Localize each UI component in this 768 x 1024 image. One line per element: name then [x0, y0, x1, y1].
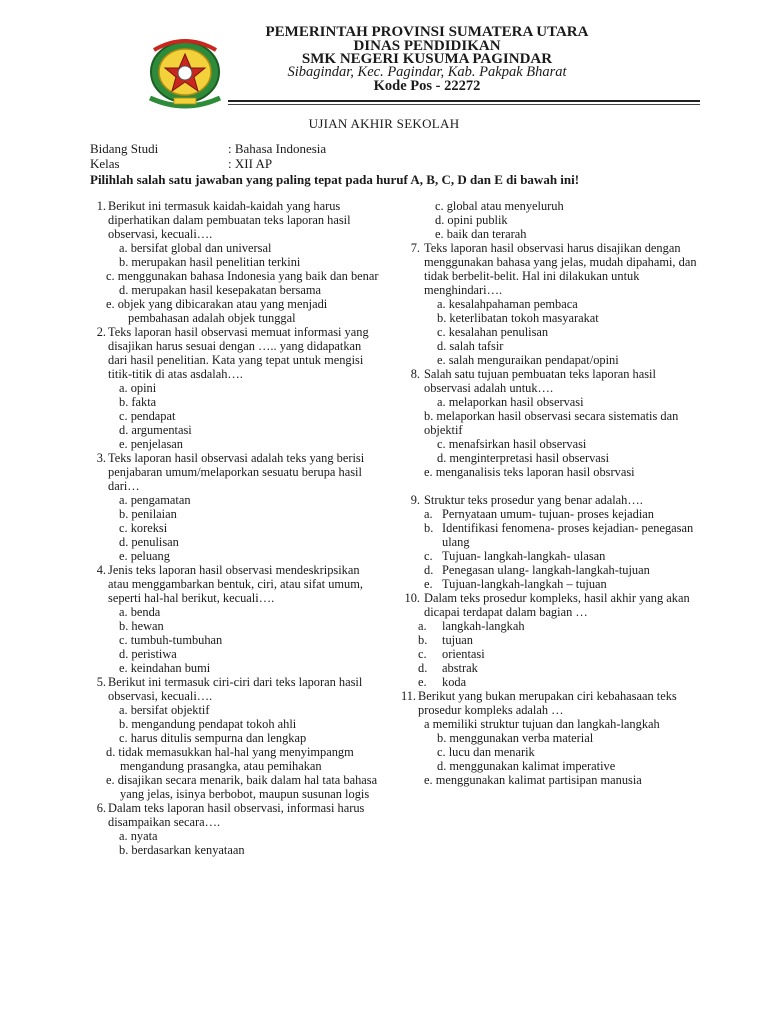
- question-4: [86, 563, 382, 605]
- question-2: [86, 325, 382, 381]
- header-government: PEMERINTAH PROVINSI SUMATERA UTARA: [265, 24, 589, 40]
- header-school-name: SMK NEGERI KUSUMA PAGINDAR: [301, 51, 553, 67]
- option-e: [424, 773, 698, 787]
- option-text: Identifikasi fenomena- proses kejadian- penegasan ulang: [442, 521, 694, 549]
- option-e: [418, 675, 698, 689]
- option-a: a. kesalahpahaman pembaca: [437, 297, 578, 311]
- option-c: c. tumbuh-tumbuhan: [119, 633, 223, 647]
- option-e: e. peluang: [119, 549, 170, 563]
- subject-label: Bidang Studi: [90, 141, 159, 156]
- option-a: a. benda: [119, 605, 161, 619]
- option-a: [418, 619, 698, 633]
- options-q10: [418, 619, 698, 689]
- option-e-text: e. objek yang dibicarakan atau yang menjadi pembahasan adalah objek tunggal: [106, 297, 328, 325]
- option-a: a. bersifat objektif: [119, 703, 210, 717]
- options-q4: [106, 605, 382, 675]
- option-b: b. menggunakan verba material: [437, 731, 594, 745]
- option-letter: b.: [424, 521, 434, 535]
- options-q8: [424, 395, 698, 479]
- option-d: d. menggunakan kalimat imperative: [437, 759, 616, 773]
- question-number: 7.: [410, 241, 420, 255]
- option-text: Penegasan ulang- langkah-langkah-tujuan: [442, 563, 650, 577]
- option-e-text: e. disajikan secara menarik, baik dalam hal tata bahasa yang jelas, isinya berbobot, maupun susunan logis: [106, 773, 378, 801]
- question-text: Teks laporan hasil observasi harus disajikan dengan menggunakan bahasa yang jelas, mudah dipahami, dan tidak berbelit-belit. Hal ini dilakukan untuk menghindari….: [424, 241, 697, 297]
- options-q1: [106, 241, 382, 325]
- option-e: e. keindahan bumi: [119, 661, 211, 675]
- options-q5: [106, 703, 382, 801]
- options-q9: [424, 507, 698, 591]
- option-a: a. nyata: [119, 829, 158, 843]
- option-letter: a.: [418, 619, 427, 633]
- option-e: [424, 465, 698, 479]
- question-text: Teks laporan hasil observasi memuat informasi yang disajikan harus sesuai dengan ….. yang didapatkan dari hasil penelitian. Kata yang tepat untuk mengisi titik-titik di atas asdalah….: [108, 325, 369, 381]
- option-b: b. fakta: [119, 395, 157, 409]
- option-e: e. penjelasan: [119, 437, 183, 451]
- subject-row: [90, 141, 326, 157]
- option-c: c. kesalahan penulisan: [437, 325, 549, 339]
- option-text: Pernyataan umum- tujuan- proses kejadian: [442, 507, 654, 521]
- option-b-text: b. melaporkan hasil observasi secara sistematis dan objektif: [424, 409, 679, 437]
- province-emblem-logo: [140, 28, 230, 110]
- question-text: Jenis teks laporan hasil observasi mendeskripsikan atau menggambarkan bentuk, ciri, atau sifat umum, seperti hal-hal berikut, kecuali….: [108, 563, 363, 605]
- option-c: c. menafsirkan hasil observasi: [437, 437, 587, 451]
- question-text: Struktur teks prosedur yang benar adalah….: [424, 493, 643, 507]
- option-d: d. menginterpretasi hasil observasi: [437, 451, 610, 465]
- option-letter: b.: [418, 633, 428, 647]
- question-8: [398, 367, 698, 395]
- option-d: d. salah tafsir: [437, 339, 504, 353]
- option-b: b. mengandung pendapat tokoh ahli: [119, 717, 297, 731]
- option-a: [424, 717, 698, 731]
- question-text: Berikut yang bukan merupakan ciri kebahasaan teks prosedur kompleks adalah …: [418, 689, 677, 717]
- question-text: Dalam teks prosedur kompleks, hasil akhir yang akan dicapai terdapat dalam bagian …: [424, 591, 690, 619]
- option-letter: e.: [418, 675, 427, 689]
- option-c: [418, 647, 698, 661]
- question-number: 10.: [404, 591, 420, 605]
- options-q6-part1: [106, 829, 382, 857]
- question-text: Salah satu tujuan pembuatan teks laporan hasil observasi adalah untuk….: [424, 367, 656, 395]
- option-b: b. hewan: [119, 619, 164, 633]
- option-a-text: a memiliki struktur tujuan dan langkah-langkah: [424, 717, 660, 731]
- option-a: a. bersifat global dan universal: [119, 241, 272, 255]
- option-text: orientasi: [442, 647, 485, 661]
- question-number: 11.: [400, 689, 416, 703]
- option-c: c. pendapat: [119, 409, 176, 423]
- header-postal-code: Kode Pos - 22272: [373, 78, 481, 94]
- question-number: 1.: [96, 199, 106, 213]
- question-text: Dalam teks laporan hasil observasi, informasi harus disampaikan secara….: [108, 801, 365, 829]
- question-number: 4.: [96, 563, 106, 577]
- option-b: b. keterlibatan tokoh masyarakat: [437, 311, 599, 325]
- header-divider-thin: [228, 104, 700, 105]
- options-q6-part2: [422, 199, 698, 241]
- option-a: a. pengamatan: [119, 493, 191, 507]
- question-number: 3.: [96, 451, 106, 465]
- option-d: d. merupakan hasil kesepakatan bersama: [119, 283, 321, 297]
- question-number: 5.: [96, 675, 106, 689]
- option-a: [424, 507, 698, 521]
- question-text: Teks laporan hasil observasi adalah teks yang berisi penjabaran umum/melaporkan sesuatu berupa hasil dari…: [108, 451, 365, 493]
- option-e: [424, 577, 698, 591]
- option-c: [424, 549, 698, 563]
- header-divider-thick: [228, 100, 700, 102]
- options-q2: [106, 381, 382, 451]
- option-text: koda: [442, 675, 467, 689]
- option-letter: c.: [418, 647, 427, 661]
- question-number: 2.: [96, 325, 106, 339]
- option-text: Tujuan- langkah-langkah- ulasan: [442, 549, 606, 563]
- option-text: Tujuan-langkah-langkah – tujuan: [442, 577, 607, 591]
- option-b: b. penilaian: [119, 507, 177, 521]
- question-3: [86, 451, 382, 493]
- options-q11: [424, 717, 698, 787]
- option-letter: c.: [424, 549, 433, 563]
- question-10: [398, 591, 698, 619]
- option-e: [106, 297, 382, 325]
- right-column: [398, 199, 698, 787]
- spacer: [398, 479, 698, 493]
- option-text: abstrak: [442, 661, 478, 675]
- question-number: 6.: [96, 801, 106, 815]
- option-d: [106, 745, 382, 773]
- question-text: Berikut ini termasuk kaidah-kaidah yang harus diperhatikan dalam pembuatan teks laporan hasil observasi, kecuali….: [108, 199, 351, 241]
- option-c: [106, 269, 382, 283]
- header-address: Sibagindar, Kec. Pagindar, Kab. Pakpak Bharat: [287, 64, 567, 80]
- class-label: Kelas: [90, 156, 120, 171]
- exam-title: UJIAN AKHIR SEKOLAH: [308, 116, 460, 131]
- question-9: [398, 493, 698, 507]
- options-q3: [106, 493, 382, 563]
- class-row: [90, 156, 272, 172]
- question-5: [86, 675, 382, 703]
- option-letter: d.: [418, 661, 428, 675]
- option-c-text: c. menggunakan bahasa Indonesia yang baik dan benar: [106, 269, 379, 283]
- option-letter: d.: [424, 563, 434, 577]
- option-e-text: e. menganalisis teks laporan hasil obsrvasi: [424, 465, 635, 479]
- option-c: c. koreksi: [119, 521, 168, 535]
- option-d: [424, 563, 698, 577]
- option-b: [418, 633, 698, 647]
- question-number: 8.: [410, 367, 420, 381]
- option-a: a. melaporkan hasil observasi: [437, 395, 584, 409]
- question-number: 9.: [410, 493, 420, 507]
- option-e-text: e. menggunakan kalimat partisipan manusia: [424, 773, 642, 787]
- option-e: [106, 773, 382, 801]
- option-d: d. penulisan: [119, 535, 179, 549]
- option-e: e. baik dan terarah: [435, 227, 527, 241]
- question-1: [86, 199, 382, 241]
- option-a: a. opini: [119, 381, 157, 395]
- option-b: b. merupakan hasil penelitian terkini: [119, 255, 301, 269]
- option-letter: e.: [424, 577, 433, 591]
- option-d: d. opini publik: [435, 213, 508, 227]
- option-b: [424, 409, 698, 437]
- option-c: c. harus ditulis sempurna dan lengkap: [119, 731, 307, 745]
- question-6: [86, 801, 382, 829]
- option-e: e. salah menguraikan pendapat/opini: [437, 353, 619, 367]
- option-text: langkah-langkah: [442, 619, 525, 633]
- subject-value: : Bahasa Indonesia: [228, 141, 327, 156]
- options-q7: [424, 297, 698, 367]
- class-value: : XII AP: [228, 156, 273, 171]
- question-text: Berikut ini termasuk ciri-ciri dari teks laporan hasil observasi, kecuali….: [108, 675, 363, 703]
- option-letter: a.: [424, 507, 433, 521]
- question-7: [398, 241, 698, 297]
- instructions: Pilihlah salah satu jawaban yang paling tepat pada huruf A, B, C, D dan E di bawah ini!: [90, 172, 580, 187]
- option-d: d. argumentasi: [119, 423, 192, 437]
- option-c: c. lucu dan menarik: [437, 745, 535, 759]
- option-b: [424, 521, 698, 549]
- left-column: [86, 199, 382, 857]
- question-11: [398, 689, 698, 717]
- option-text: tujuan: [442, 633, 473, 647]
- option-d: d. peristiwa: [119, 647, 177, 661]
- header-department: DINAS PENDIDIKAN: [353, 38, 501, 54]
- option-c: c. global atau menyeluruh: [435, 199, 564, 213]
- option-d-text: d. tidak memasukkan hal-hal yang menyimpangm mengandung prasangka, atau pemihakan: [106, 745, 354, 773]
- option-b: b. berdasarkan kenyataan: [119, 843, 245, 857]
- option-d: [418, 661, 698, 675]
